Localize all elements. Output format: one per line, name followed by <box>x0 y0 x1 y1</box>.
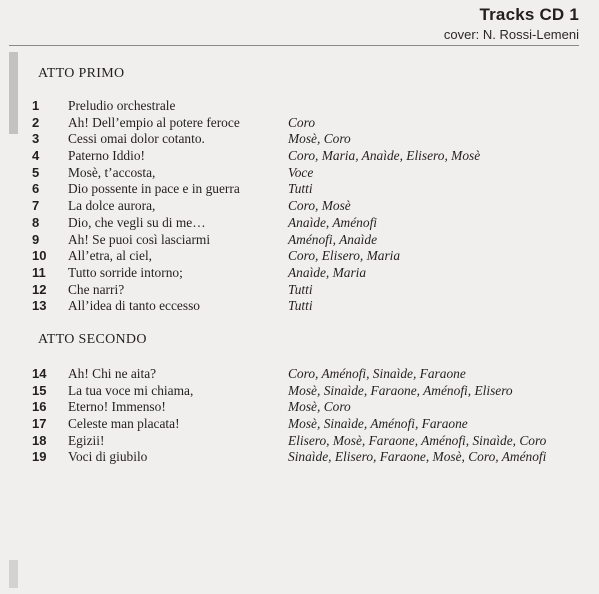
track-number: 14 <box>32 366 47 381</box>
page-title: Tracks CD 1 <box>479 5 579 24</box>
track-number: 16 <box>32 399 47 415</box>
track-number: 13 <box>32 298 47 314</box>
track-number: 2 <box>32 114 40 130</box>
act-two-track-list <box>0 366 599 466</box>
track-title: Egizii! <box>68 432 105 448</box>
track-row <box>0 248 599 265</box>
track-row <box>0 298 599 315</box>
track-performers: Coro, Aménofi, Sinaìde, Faraone <box>288 366 466 381</box>
track-title: La dolce aurora, <box>68 198 156 214</box>
track-title: Dio possente in pace e in guerra <box>68 181 240 197</box>
track-title: Ah! Dell’empio al potere feroce <box>68 114 240 130</box>
track-number: 7 <box>32 198 40 214</box>
track-row <box>0 399 599 416</box>
track-performers: Mosè, Coro <box>288 131 351 147</box>
track-number: 9 <box>32 231 40 247</box>
page-header <box>444 4 579 43</box>
track-number: 19 <box>32 449 47 465</box>
track-number: 5 <box>32 164 40 180</box>
track-number: 15 <box>32 382 47 398</box>
track-number: 6 <box>32 181 40 197</box>
track-title: Celeste man placata! <box>68 416 180 432</box>
track-row <box>0 282 599 299</box>
track-row <box>0 215 599 232</box>
act-two-heading: ATTO SECONDO <box>38 332 147 347</box>
track-title: Mosè, t’accosta, <box>68 164 156 180</box>
cover-credit: cover: N. Rossi-Lemeni <box>443 27 579 42</box>
track-row <box>0 416 599 433</box>
track-row <box>0 165 599 182</box>
track-row <box>0 181 599 198</box>
track-title: Che narri? <box>68 281 125 297</box>
track-row <box>0 383 599 400</box>
act-one-heading: ATTO PRIMO <box>38 66 125 81</box>
track-number: 10 <box>32 248 47 264</box>
track-performers: Anaìde, Aménofi <box>288 214 378 230</box>
track-number: 17 <box>32 416 47 432</box>
track-performers: Mosè, Coro <box>288 399 351 415</box>
track-row <box>0 131 599 148</box>
track-performers: Tutti <box>288 298 313 314</box>
track-row <box>0 232 599 249</box>
track-title: Tutto sorride intorno; <box>68 264 183 280</box>
track-row <box>0 98 599 115</box>
track-row <box>0 265 599 282</box>
track-title: All’etra, al ciel, <box>68 248 153 264</box>
track-title: Ah! Chi ne aita? <box>68 366 157 381</box>
track-performers: Aménofi, Anaìde <box>288 231 378 247</box>
track-performers: Mosè, Sinaìde, Faraone, Aménofi, Elisero <box>288 382 513 398</box>
track-number: 4 <box>32 148 40 164</box>
track-title: Ah! Se puoi così lasciarmi <box>68 231 211 247</box>
track-performers: Coro <box>288 114 316 130</box>
track-title: La tua voce mi chiama, <box>68 382 194 398</box>
act-one-track-list <box>0 98 599 315</box>
track-performers: Mosè, Sinaìde, Aménofi, Faraone <box>288 416 468 432</box>
track-row <box>0 115 599 132</box>
track-title: Eterno! Immenso! <box>68 399 166 415</box>
track-title: Dio, che vegli su di me… <box>68 214 206 230</box>
bottom-margin-bar <box>9 560 18 588</box>
header-divider <box>9 45 579 46</box>
track-row <box>0 433 599 450</box>
track-performers: Tutti <box>288 281 313 297</box>
track-row <box>0 198 599 215</box>
track-row <box>0 449 599 466</box>
track-performers: Coro, Elisero, Maria <box>288 248 401 264</box>
track-row <box>0 148 599 165</box>
track-title: Paterno Iddio! <box>68 148 145 164</box>
track-number: 11 <box>32 264 46 280</box>
track-performers: Tutti <box>288 181 313 197</box>
track-title: Voci di giubilo <box>68 449 148 465</box>
track-number: 3 <box>32 131 40 147</box>
track-number: 18 <box>32 432 47 448</box>
track-number: 1 <box>32 98 40 113</box>
track-performers: Coro, Maria, Anaìde, Elisero, Mosè <box>288 148 481 164</box>
track-title: Cessi omai dolor cotanto. <box>68 131 205 147</box>
track-title: Preludio orchestrale <box>68 98 176 113</box>
track-performers: Voce <box>288 164 314 180</box>
track-title: All’idea di tanto eccesso <box>68 298 200 314</box>
track-number: 8 <box>32 214 40 230</box>
track-performers: Anaìde, Maria <box>288 264 367 280</box>
track-number: 12 <box>32 281 47 297</box>
track-performers: Coro, Mosè <box>288 198 351 214</box>
track-performers: Elisero, Mosè, Faraone, Aménofi, Sinaìde, Coro <box>288 432 547 448</box>
track-performers: Sinaìde, Elisero, Faraone, Mosè, Coro, Aménofi <box>288 449 547 465</box>
track-row <box>0 366 599 383</box>
